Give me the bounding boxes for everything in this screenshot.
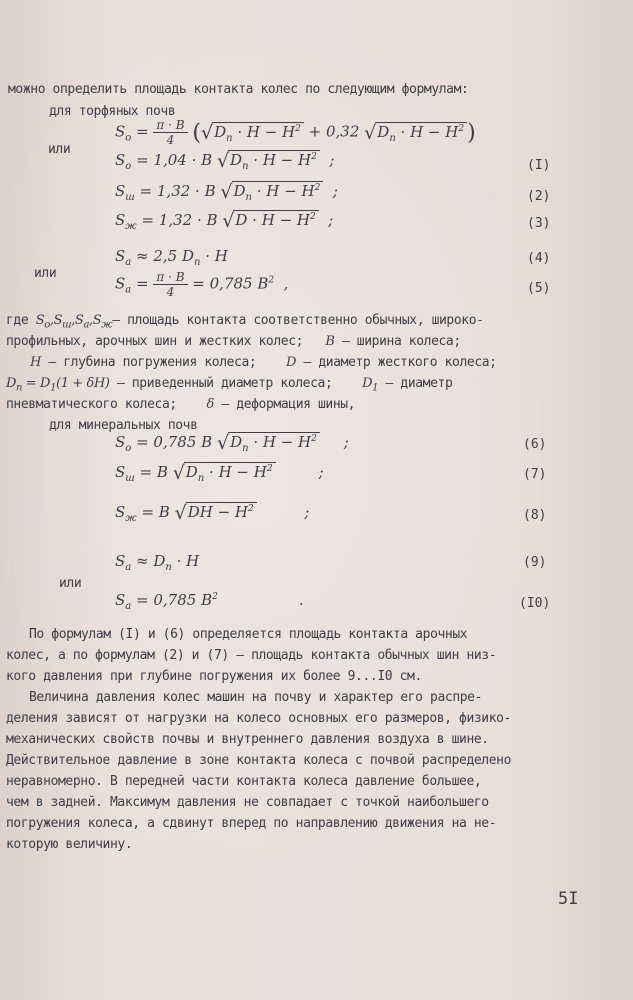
para2-line-1: Величина давления колес машин на почву и характер его распре- [29,690,483,705]
formula-3: $S_ж = 1,32 \cdot B$ $√D \cdot H - H^2$ ; [115,210,334,232]
formula-6: $S_o = 0,785$ B $√D_п \cdot H - H^2$ ; [115,432,349,454]
para1-line-1: По формулам (I) и (6) определяется площадь контакта арочных [29,627,468,642]
para2-line-4: Действительное давление в зоне контакта колеса с почвой распределено [6,753,512,768]
definition-line-1: где $S_o,S_ш,S_a,S_ж-$ площадь контакта соответственно обычных, широко- [6,313,484,331]
eq-number-7: (7) [523,467,547,482]
para1-line-3: кого давления при глубине погружения их более 9...I0 см. [6,669,422,684]
formula-1: $S_o = 1,04 \cdot B$ $√D_п \cdot H - H^2$ ; [115,150,335,172]
definition-line-3: H – глубина погружения колеса; D – диаметр жесткого колеса; [30,355,497,370]
mineral-soil-label: для минеральных почв [49,418,198,433]
definition-line-5: пневматического колеса; δ – деформация шины, [6,397,356,412]
formula-2: $S_ш = 1,32 \cdot B$ $√D_п \cdot H - H^2$ ; [115,181,338,203]
definition-line-2: профильных, арочных шин и жестких колес; B – ширина колеса; [6,334,461,349]
para2-line-5: неравномерно. В передней части контакта колеса давление большее, [6,774,482,789]
eq-number-8: (8) [523,508,547,523]
eq-number-2: (2) [527,189,551,204]
or-label-3: или [59,576,82,591]
para2-line-8: которую величину. [6,837,133,852]
para1-line-2: колес, а по формулам (2) и (7) – площадь контакта обычных шин низ- [6,648,497,663]
para2-line-7: погружения колеса, а сдвинут вперед по направлению движения на не- [6,816,497,831]
eq-number-1: (I) [527,158,551,173]
formula-so-full: $S_o$ = $\frac{\pi \cdot B}{4}$ ($√D_п \cdot H - H^2 + 0,32$ $√D_п \cdot H - H^2$ ) [115,118,476,147]
para2-line-6: чем в задней. Максимум давления не совпадает с точкой наибольшего [6,795,489,810]
para2-line-3: механических свойств почвы и внутреннего давления воздуха в шине. [6,732,489,747]
eq-number-6: (6) [523,437,547,452]
eq-number-3: (3) [527,216,551,231]
eq-number-10: (I0) [519,596,551,611]
eq-number-4: (4) [527,251,551,266]
para2-line-2: деления зависят от нагрузки на колесо основных его размеров, физико- [6,711,512,726]
definition-line-4: $D_п = D_1(1 + \delta H)$ – приведенный диаметр колеса; $D_1$ – диаметр [6,376,453,394]
peat-soil-label: для торфяных почв [49,104,176,119]
page-number: 5I [558,889,579,909]
formula-7: $S_ш = B$ $√D_п \cdot H - H^2$ ; [115,462,324,484]
or-label-1: или [48,142,71,157]
eq-number-9: (9) [523,555,547,570]
or-label-2: или [34,266,57,281]
formula-9: $S_a \approx D_п \cdot H$ [115,552,200,573]
intro-line: можно определить площадь контакта колес по следующим формулам: [8,82,469,97]
formula-4: $S_a \approx 2,5$ $D_п \cdot H$ [115,247,228,268]
formula-10: $S_a = 0,785$ $B^2$ . [115,591,304,612]
eq-number-5: (5) [527,281,551,296]
formula-8: $S_ж = B$ $√DH - H^2$ ; [115,502,310,524]
formula-5: $S_a$ = $\frac{\pi \cdot B}{4}$ = 0,785 $B^2$ , [115,270,289,299]
